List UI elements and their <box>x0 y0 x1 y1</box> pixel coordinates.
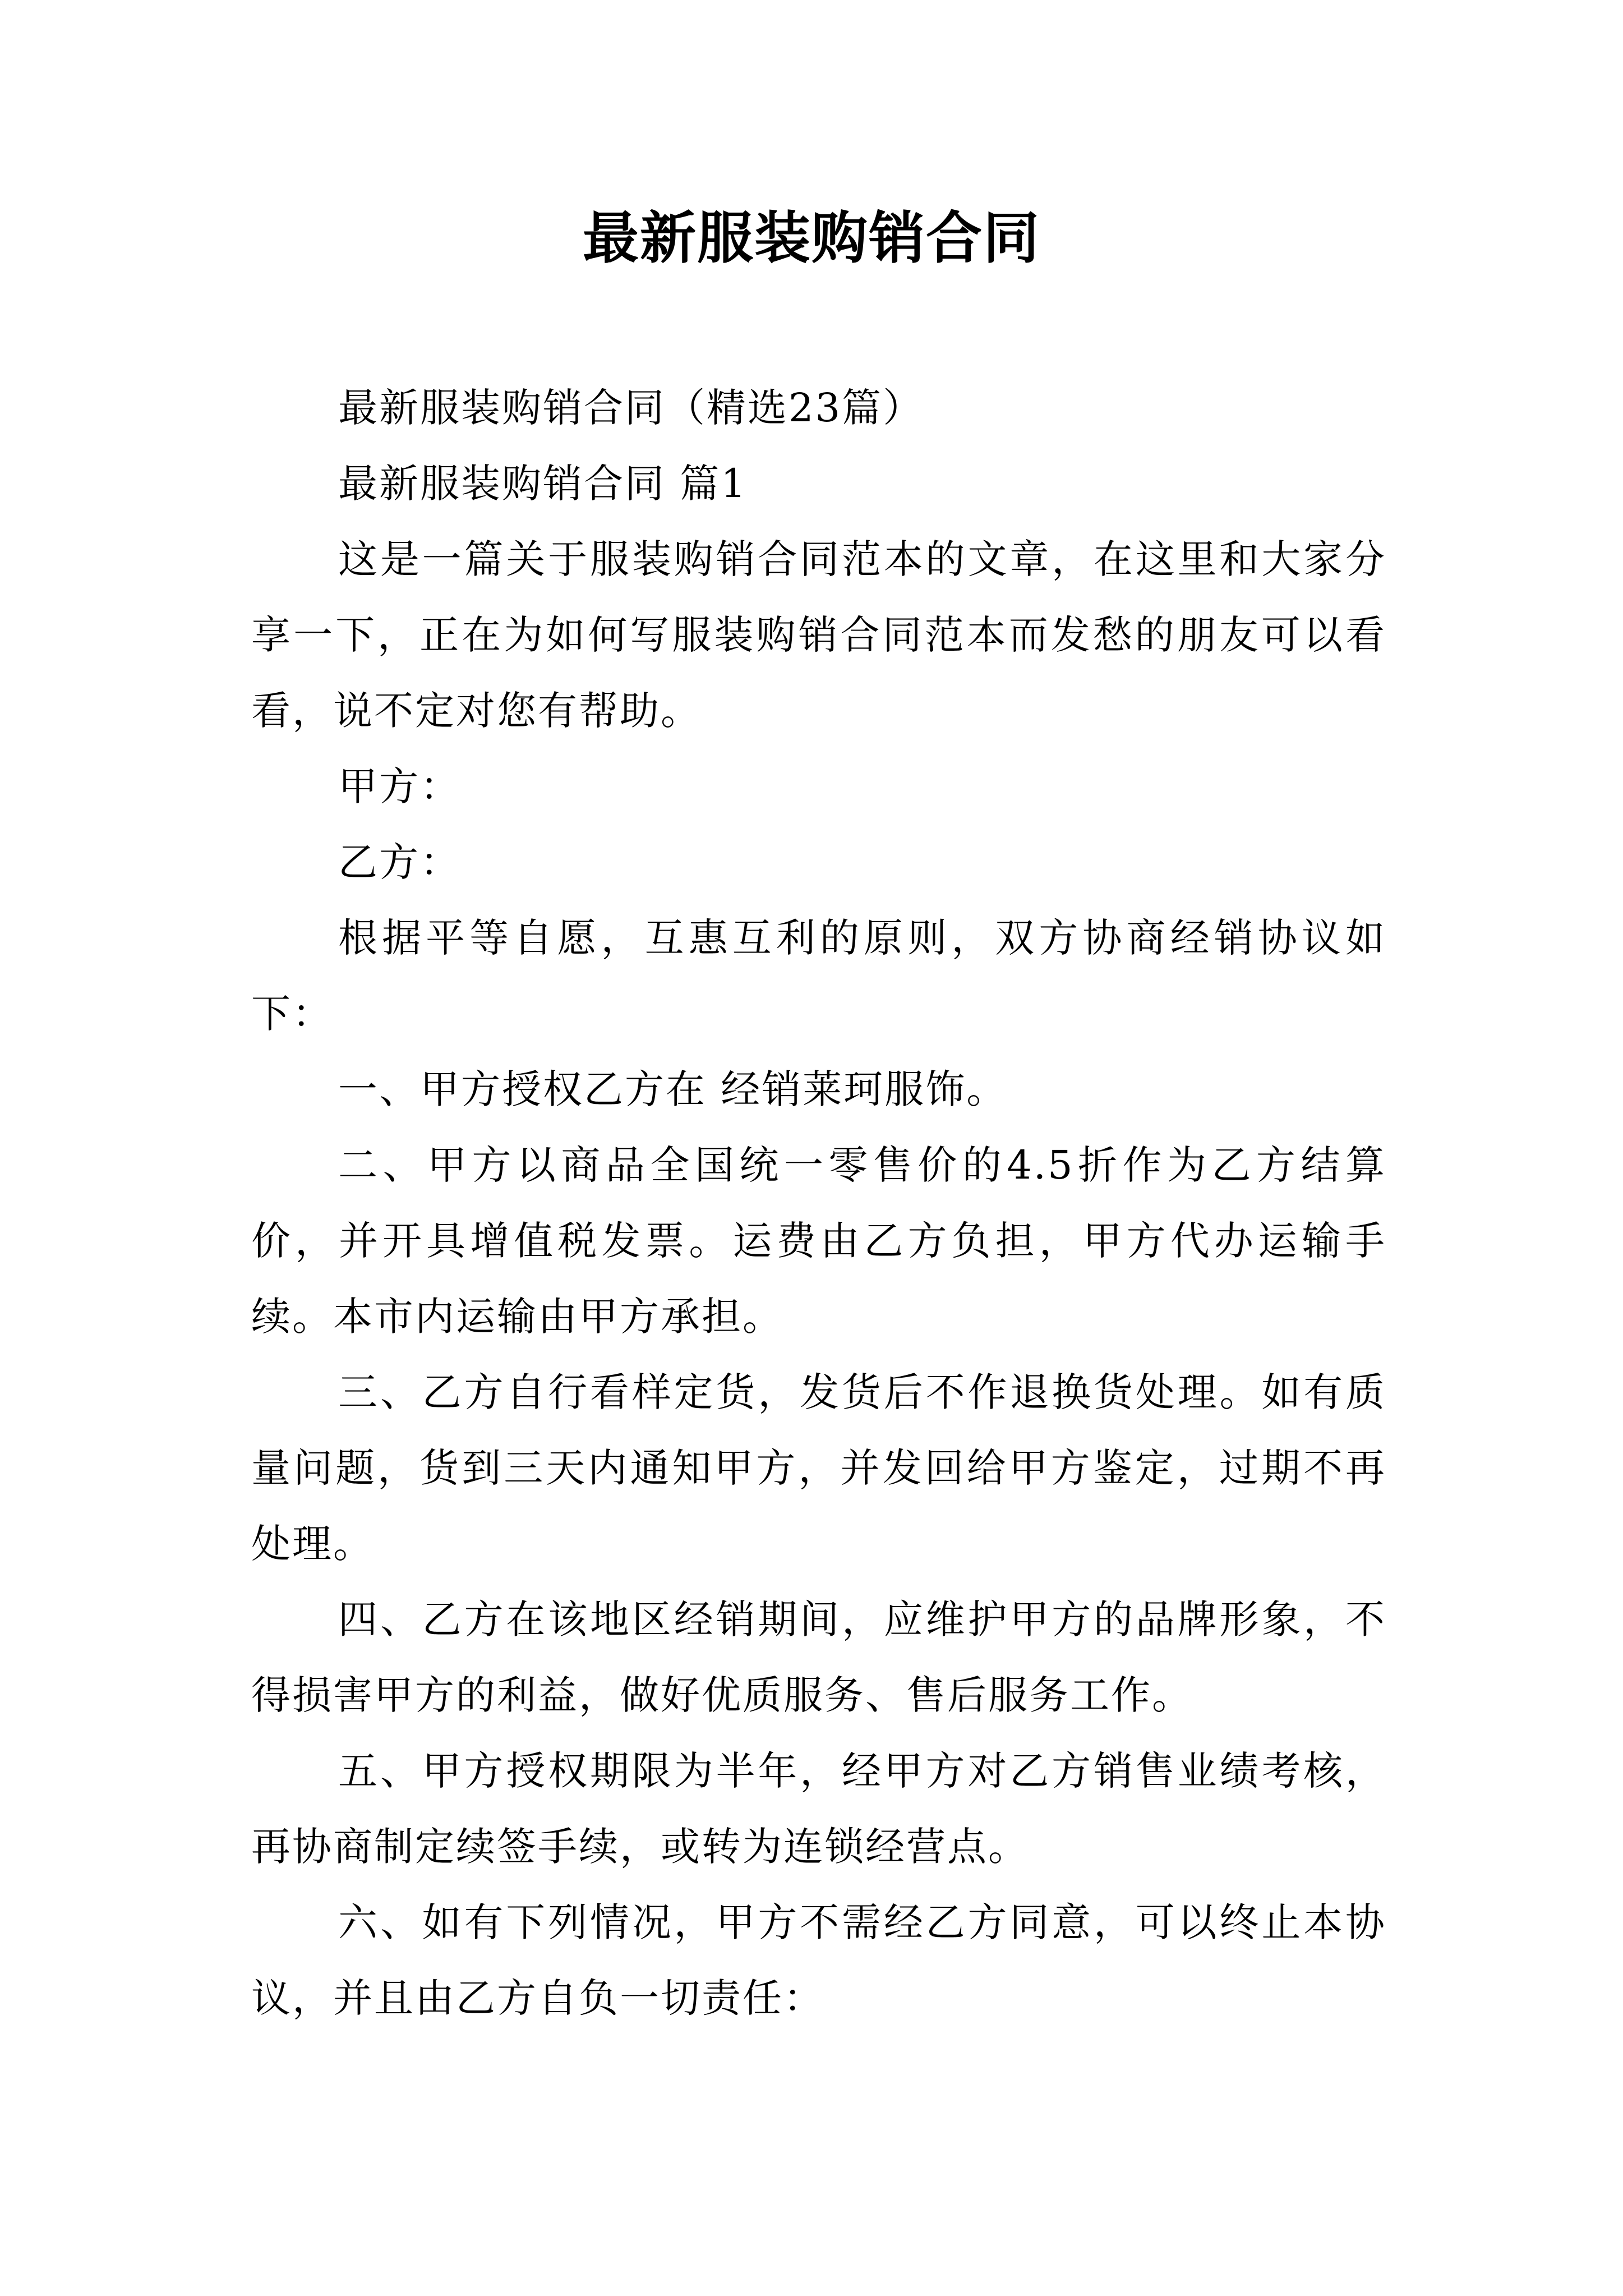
party-b-line: 乙方： <box>338 839 461 885</box>
clause-3: 三、乙方自行看样定货，发货后不作退换货处理。如有质量问题，货到三天内通知甲方，并发回给甲方鉴定，过期不再处理。 <box>251 1369 1386 1567</box>
subtitle-paragraph: 最新服装购销合同（精选23篇） <box>338 385 924 431</box>
clause-6: 六、如有下列情况，甲方不需经乙方同意，可以终止本协议，并且由乙方自负一切责任： <box>251 1899 1386 2021</box>
clause-4: 四、乙方在该地区经销期间，应维护甲方的品牌形象，不得损害甲方的利益，做好优质服务、售后服务工作。 <box>251 1596 1386 1718</box>
section-heading: 最新服装购销合同 篇1 <box>338 461 748 507</box>
party-a-line: 甲方： <box>338 763 461 809</box>
clause-5: 五、甲方授权期限为半年，经甲方对乙方销售业绩考核，再协商制定续签手续，或转为连锁经营点。 <box>251 1748 1386 1870</box>
clause-1: 一、甲方授权乙方在 经销莱珂服饰。 <box>338 1066 1008 1112</box>
clause-2: 二、甲方以商品全国统一零售价的4.5折作为乙方结算价，并开具增值税发票。运费由乙方负担，甲方代办运输手续。本市内运输由甲方承担。 <box>251 1142 1386 1340</box>
intro-paragraph: 这是一篇关于服装购销合同范本的文章，在这里和大家分享一下，正在为如何写服装购销合同范本而发愁的朋友可以看看，说不定对您有帮助。 <box>251 536 1386 734</box>
document-body <box>251 370 1386 2036</box>
preamble-paragraph: 根据平等自愿，互惠互利的原则，双方协商经销协议如下： <box>251 915 1386 1037</box>
document-title: 最新服装购销合同 <box>583 205 1040 271</box>
